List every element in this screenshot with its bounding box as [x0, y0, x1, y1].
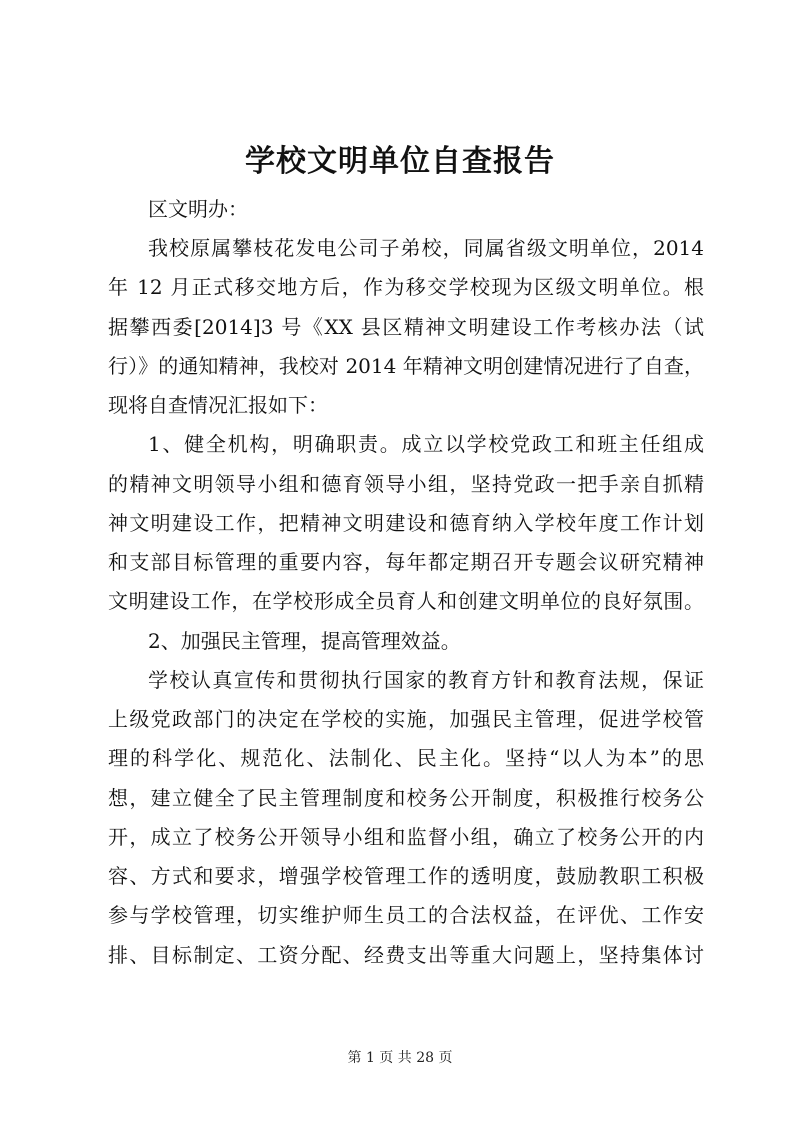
paragraph-line: 据攀西委[2014]3 号《XX 县区精神文明建设工作考核办法（试 — [108, 315, 704, 339]
paragraph-line: 年 12 月正式移交地方后，作为移交学校现为区级文明单位。根 — [108, 275, 704, 299]
section-heading-2: 2、加强民主管理，提高管理效益。 — [148, 629, 461, 653]
paragraph-line: 文明建设工作，在学校形成全员育人和创建文明单位的良好氛围。 — [108, 589, 704, 613]
paragraph-line: 和支部目标管理的重要内容，每年都定期召开专题会议研究精神 — [108, 550, 704, 574]
paragraph-line: 容、方式和要求，增强学校管理工作的透明度，鼓励教职工积极 — [108, 864, 704, 888]
paragraph-line: 神文明建设工作，把精神文明建设和德育纳入学校年度工作计划 — [108, 511, 704, 535]
paragraph-line: 理的科学化、规范化、法制化、民主化。坚持“以人为本”的思 — [108, 746, 704, 770]
paragraph-line: 参与学校管理，切实维护师生员工的合法权益，在评优、工作安 — [108, 903, 704, 927]
paragraph-line: 上级党政部门的决定在学校的实施，加强民主管理，促进学校管 — [108, 707, 704, 731]
salutation: 区文明办： — [148, 197, 248, 221]
paragraph-line: 的精神文明领导小组和德育领导小组，坚持党政一把手亲自抓精 — [108, 472, 704, 496]
paragraph-line: 我校原属攀枝花发电公司子弟校，同属省级文明单位，2014 — [148, 236, 704, 260]
paragraph-line: 排、目标制定、工资分配、经费支出等重大问题上，坚持集体讨 — [108, 943, 704, 967]
document-title: 学校文明单位自查报告 — [245, 144, 555, 179]
paragraph-line: 学校认真宣传和贯彻执行国家的教育方针和教育法规，保证 — [148, 668, 704, 692]
paragraph-line: 现将自查情况汇报如下： — [108, 393, 328, 417]
paragraph-line: 行）》的通知精神，我校对 2014 年精神文明创建情况进行了自查， — [108, 354, 704, 378]
paragraph-line: 开，成立了校务公开领导小组和监督小组，确立了校务公开的内 — [108, 825, 704, 849]
paragraph-line: 想，建立健全了民主管理制度和校务公开制度，积极推行校务公 — [108, 786, 704, 810]
section-heading-1: 1、健全机构，明确职责。成立以学校党政工和班主任组成 — [148, 432, 704, 456]
page-number: 第 1 页 共 28 页 — [347, 1050, 453, 1066]
